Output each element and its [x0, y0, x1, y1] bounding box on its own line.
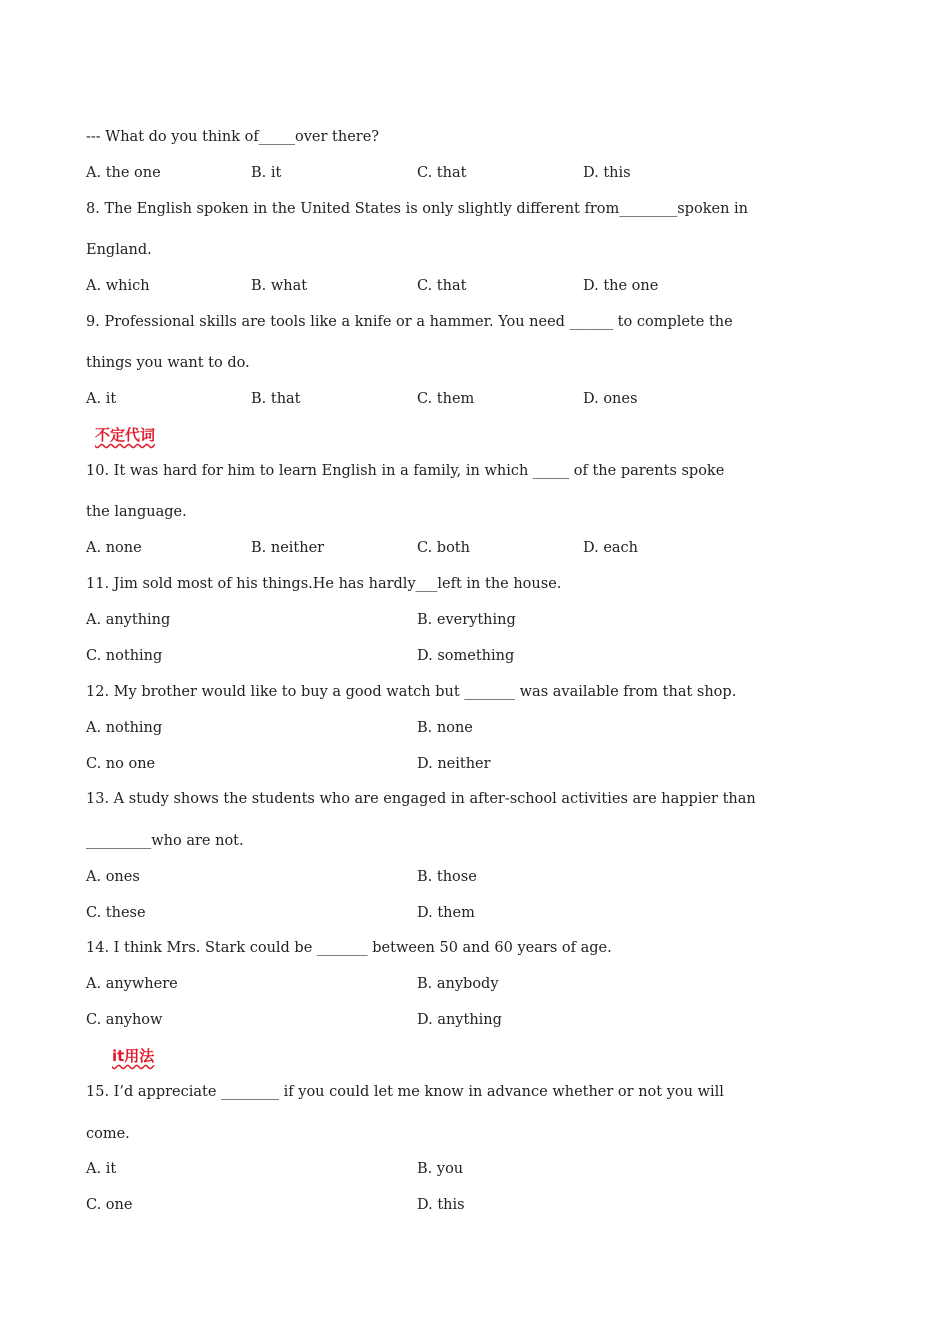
section-heading: it用法 [112, 1047, 155, 1065]
option: C. both [417, 540, 470, 556]
option: A. it [86, 1161, 117, 1177]
option: A. which [86, 278, 150, 294]
question-line: --- What do you think of_____over there? [86, 129, 380, 145]
question-line: 11. Jim sold most of his things.He has hardly___left in the house. [86, 576, 562, 592]
question-line: the language. [86, 504, 187, 520]
option: B. none [417, 720, 473, 736]
option: D. ones [583, 391, 638, 407]
option: A. nothing [86, 720, 163, 736]
option: A. anywhere [86, 976, 178, 992]
option: C. one [86, 1197, 133, 1213]
option: D. each [583, 540, 639, 556]
option: B. what [251, 278, 308, 294]
option: C. that [417, 165, 467, 181]
option: A. the one [86, 165, 161, 181]
option: A. anything [86, 612, 171, 628]
question-line: 9. Professional skills are tools like a knife or a hammer. You need ______ to complete the [86, 314, 733, 330]
question-line: come. [86, 1126, 130, 1142]
option: B. that [251, 391, 301, 407]
option: D. anything [417, 1012, 502, 1028]
question-line: 12. My brother would like to buy a good watch but _______ was available from that shop. [86, 684, 737, 700]
option: B. neither [251, 540, 325, 556]
option: C. nothing [86, 648, 163, 664]
option: C. that [417, 278, 467, 294]
question-line: England. [86, 242, 152, 258]
question-line: things you want to do. [86, 355, 250, 371]
option: D. them [417, 905, 475, 921]
option: C. these [86, 905, 146, 921]
option: B. those [417, 869, 477, 885]
option: C. anyhow [86, 1012, 163, 1028]
option: B. it [251, 165, 282, 181]
option: D. this [417, 1197, 465, 1213]
option: A. ones [86, 869, 140, 885]
option: B. everything [417, 612, 516, 628]
option: A. none [86, 540, 142, 556]
question-line: 8. The English spoken in the United States is only slightly different from________spoken in [86, 201, 748, 217]
question-line: 14. I think Mrs. Stark could be _______ between 50 and 60 years of age. [86, 940, 612, 956]
option: C. no one [86, 756, 156, 772]
question-line: 10. It was hard for him to learn English in a family, in which _____ of the parents spoke [86, 463, 725, 479]
option: C. them [417, 391, 475, 407]
option: B. anybody [417, 976, 499, 992]
question-line: 13. A study shows the students who are engaged in after-school activities are happier than [86, 791, 756, 807]
option: D. this [583, 165, 631, 181]
option: D. neither [417, 756, 491, 772]
option: B. you [417, 1161, 464, 1177]
section-heading: 不定代词 [95, 426, 156, 444]
question-line: _________who are not. [86, 833, 244, 849]
question-line: 15. I’d appreciate ________ if you could let me know in advance whether or not you will [86, 1084, 724, 1100]
option: D. the one [583, 278, 659, 294]
option: D. something [417, 648, 515, 664]
option: A. it [86, 391, 117, 407]
